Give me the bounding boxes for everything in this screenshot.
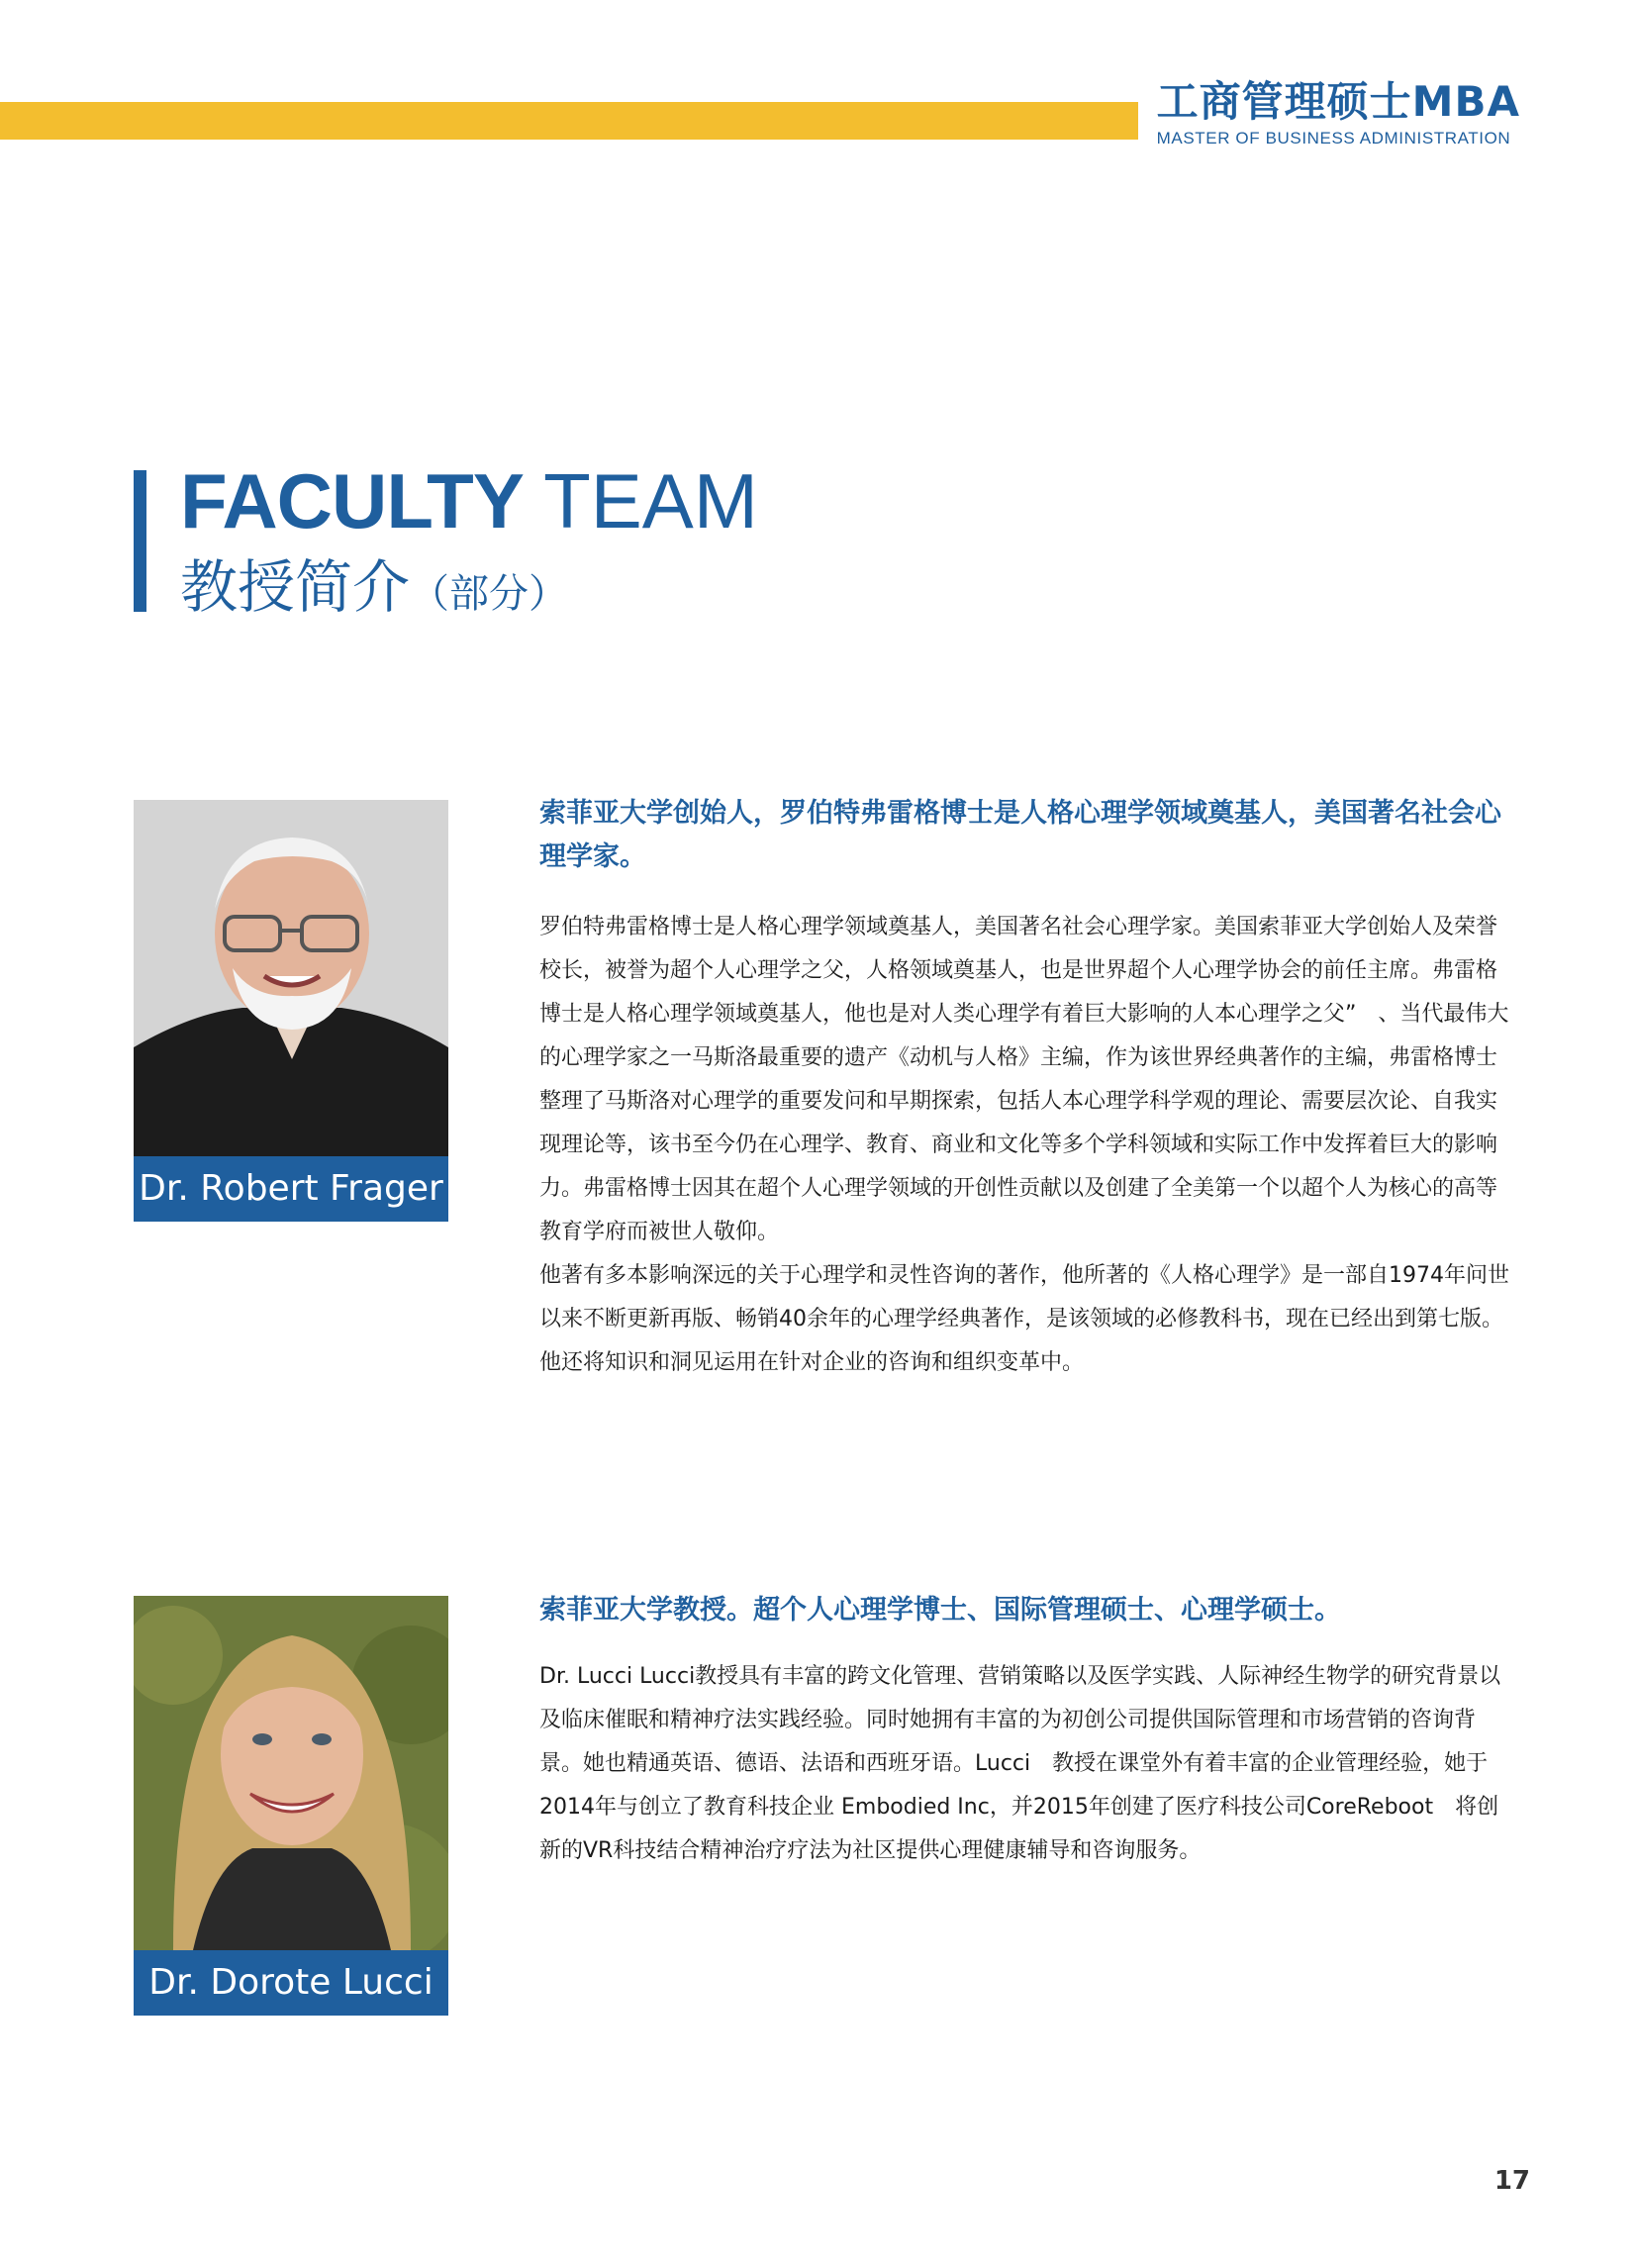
faculty-lead-frager: 索菲亚大学创始人，罗伯特弗雷格博士是人格心理学领域奠基人，美国著名社会心理学家。 <box>539 798 1501 872</box>
faculty-bio-frager <box>539 906 1509 1385</box>
faculty-lead-lucci: 索菲亚大学教授。超个人心理学博士、国际管理硕士、心理学硕士。 <box>539 1595 1341 1626</box>
section-subtitle <box>180 554 568 627</box>
page-number: 17 <box>1493 2166 1530 2196</box>
section-title-bold: FACULTY <box>180 457 524 544</box>
bio-paragraph: 罗伯特弗雷格博士是人格心理学领域奠基人，美国著名社会心理学家。美国索菲亚大学创始人及荣誉校长，被誉为超个人心理学之父，人格领域奠基人，也是世界超个人心理学协会的前任主席。弗雷格博士是人格心理学领域奠基人，他也是对人类心理学有着巨大影响的人本心理学之父” 、当代最伟大的心理学家之一马斯洛最重要的遗产《动机与人格》主编，作为该世界经典著作的主编，弗雷格博士整理了马斯洛对心理学的重要发问和早期探索，包括人本心理学科学观的理论、需要层次论、自我实现理论等，该书至今仍在心理学、教育、商业和文化等多个学科领域和实际工作中发挥着巨大的影响力。弗雷格博士因其在超个人心理学领域的开创性贡献以及创建了全美第一个以超个人为核心的高等教育学府而被世人敬仰。 <box>539 915 1509 1244</box>
bio-paragraph: 他著有多本影响深远的关于心理学和灵性咨询的著作，他所著的《人格心理学》是一部自1974年问世以来不断更新再版、畅销40余年的心理学经典著作，是该领域的必修教科书，现在已经出到第七版。他还将知识和洞见运用在针对企业的咨询和组织变革中。 <box>539 1263 1509 1375</box>
section-subtitle-note: （部分） <box>410 571 569 617</box>
brand-subtitle: MASTER OF BUSINESS ADMINISTRATION <box>1156 129 1511 148</box>
faculty-bio-lucci <box>539 1655 1509 1873</box>
portrait-dorote-lucci <box>134 1596 448 1950</box>
faculty-name-lucci: Dr. Dorote Lucci <box>134 1950 448 2016</box>
portrait-robert-frager <box>134 800 448 1156</box>
bio-paragraph: Dr. Lucci Lucci教授具有丰富的跨文化管理、营销策略以及医学实践、人际神经生物学的研究背景以及临床催眠和精神疗法实践经验。同时她拥有丰富的为初创公司提供国际管理和市场营销的咨询背景。她也精通英语、德语、法语和西班牙语。Lucci 教授在课堂外有着丰富的企业管理经验，她于2014年与创立了教育科技企业 Embodied Inc，并2015年创建了医疗科技公司CoreReboot 将创新的VR科技结合精神治疗疗法为社区提供心理健康辅导和咨询服务。 <box>539 1664 1501 1863</box>
heading-accent-bar <box>134 470 146 612</box>
section-title-light: TEAM <box>523 457 758 544</box>
brand-block <box>1157 77 1520 148</box>
faculty-name-frager: Dr. Robert Frager <box>134 1156 448 1222</box>
brand-title: 工商管理硕士MBA <box>1156 77 1520 126</box>
header-color-band <box>0 102 1138 140</box>
section-subtitle-cn: 教授简介 <box>180 553 411 621</box>
section-title <box>180 457 758 544</box>
